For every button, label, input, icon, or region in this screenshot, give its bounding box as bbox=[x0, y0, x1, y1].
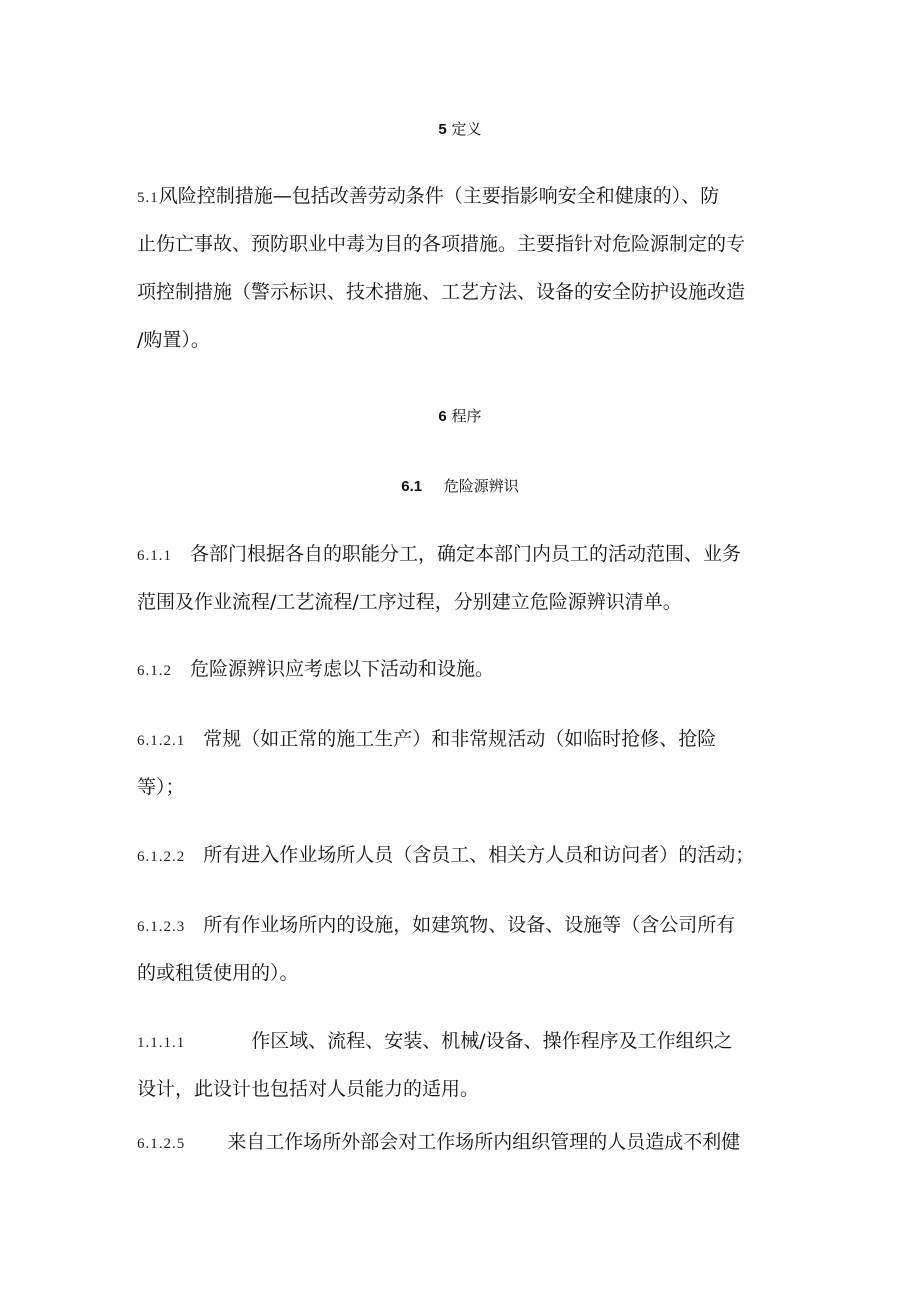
clause-number: 6.1.2.1 bbox=[137, 733, 186, 749]
paragraph-6-1-2-5 bbox=[137, 1118, 797, 1166]
clause-number: 1.1.1.1 bbox=[137, 1035, 186, 1051]
paragraph-line: 止伤亡事故、预防职业中毒为目的各项措施。主要指针对危险源制定的专 bbox=[137, 233, 746, 255]
paragraph-line: 范围及作业流程/工艺流程/工序过程，分别建立危险源辨识清单。 bbox=[137, 591, 682, 613]
clause-number: 5.1 bbox=[137, 190, 159, 206]
paragraph-line: 危险源辨识应考虑以下活动和设施。 bbox=[190, 658, 495, 680]
paragraph-6-1-2-3 bbox=[137, 901, 797, 997]
paragraph-line: 所有进入作业场所人员（含员工、相关方人员和访问者）的活动； bbox=[203, 844, 755, 866]
section-title: 危险源辨识 bbox=[443, 477, 519, 495]
section-number: 5 bbox=[438, 121, 447, 138]
clause-number: 6.1.2.3 bbox=[137, 919, 186, 935]
paragraph-line: 等）； bbox=[137, 776, 185, 798]
paragraph-6-1-2 bbox=[137, 645, 797, 693]
paragraph-line: 各部门根据各自的职能分工，确定本部门内员工的活动范围、业务 bbox=[190, 543, 742, 565]
clause-number: 6.1.2 bbox=[137, 663, 172, 679]
paragraph-line: 项控制措施（警示标识、技术措施、工艺方法、设备的安全防护设施改造 bbox=[137, 281, 746, 303]
clause-number: 6.1.2.2 bbox=[137, 849, 186, 865]
paragraph-6-1-2-1 bbox=[137, 715, 797, 811]
section-6-1-heading bbox=[0, 476, 920, 497]
paragraph-line: 的或租赁使用的）。 bbox=[137, 962, 299, 984]
clause-number: 6.1.2.5 bbox=[137, 1136, 186, 1152]
clause-number: 6.1.1 bbox=[137, 548, 172, 564]
paragraph-line: 所有作业场所内的设施，如建筑物、设备、设施等（含公司所有 bbox=[203, 914, 736, 936]
paragraph-line: /购置）。 bbox=[137, 329, 210, 351]
section-number: 6.1 bbox=[401, 478, 423, 495]
paragraph-line: 作区域、流程、安装、机械/设备、操作程序及工作组织之 bbox=[251, 1030, 733, 1052]
section-5-heading bbox=[0, 119, 920, 140]
paragraph-1-1-1-1 bbox=[137, 1017, 797, 1113]
paragraph-6-1-1 bbox=[137, 530, 797, 626]
section-number: 6 bbox=[438, 408, 447, 425]
paragraph-line: 风险控制措施—包括改善劳动条件（主要指影响安全和健康的）、防 bbox=[158, 185, 720, 207]
section-title: 程序 bbox=[451, 407, 482, 425]
paragraph-line: 来自工作场所外部会对工作场所内组织管理的人员造成不利健 bbox=[227, 1131, 741, 1153]
section-6-heading bbox=[0, 406, 920, 427]
paragraph-5-1 bbox=[137, 172, 797, 364]
paragraph-line: 设计，此设计也包括对人员能力的适用。 bbox=[137, 1078, 480, 1100]
paragraph-6-1-2-2 bbox=[137, 831, 797, 879]
paragraph-line: 常规（如正常的施工生产）和非常规活动（如临时抢修、抢险 bbox=[203, 728, 717, 750]
section-title: 定义 bbox=[451, 120, 482, 138]
